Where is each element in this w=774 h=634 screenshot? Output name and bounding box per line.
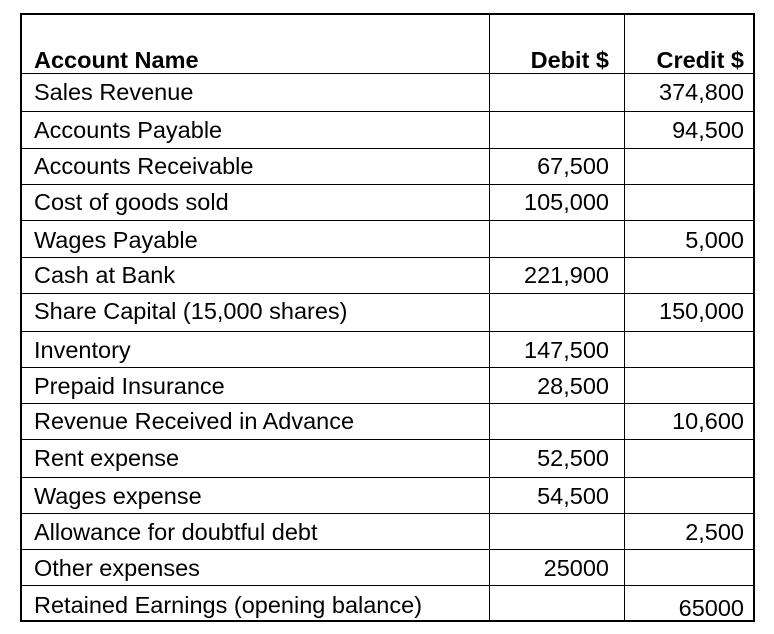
row-divider [22,257,753,258]
credit-cell: 2,500 [685,519,744,545]
row-divider [22,513,753,514]
debit-cell: 67,500 [537,153,609,179]
account-name-cell: Cost of goods sold [34,189,229,215]
debit-cell: 52,500 [537,445,609,471]
account-name-cell: Allowance for doubtful debt [34,519,318,545]
row-divider [22,148,753,149]
trial-balance-table [20,13,755,622]
row-divider [22,220,753,221]
credit-cell: 10,600 [672,408,744,434]
credit-cell: 374,800 [659,79,744,105]
debit-cell: 147,500 [524,337,609,363]
debit-cell: 54,500 [537,483,609,509]
account-name-cell: Retained Earnings (opening balance) [34,592,423,618]
column-divider-debit [489,15,490,620]
account-name-cell: Prepaid Insurance [34,373,225,399]
account-name-cell: Revenue Received in Advance [34,408,355,434]
header-credit: Credit $ [656,47,744,73]
debit-cell: 221,900 [524,262,609,288]
credit-cell: 94,500 [672,117,744,143]
row-divider [22,184,753,185]
debit-cell: 105,000 [524,189,609,215]
credit-cell: 5,000 [685,227,744,253]
row-divider [22,549,753,550]
account-name-cell: Share Capital (15,000 shares) [34,298,348,324]
row-divider [22,367,753,368]
debit-cell: 25000 [543,555,609,581]
row-divider [22,293,753,294]
account-name-cell: Wages Payable [34,227,198,253]
column-divider-credit [624,15,625,620]
row-divider [22,331,753,332]
account-name-cell: Other expenses [34,555,200,581]
account-name-cell: Accounts Receivable [34,153,254,179]
row-divider [22,439,753,440]
account-name-cell: Wages expense [34,483,202,509]
account-name-cell: Cash at Bank [34,262,176,288]
debit-cell: 28,500 [537,373,609,399]
account-name-cell: Sales Revenue [34,79,194,105]
header-debit: Debit $ [530,47,609,73]
row-divider [22,585,753,586]
account-name-cell: Rent expense [34,445,180,471]
credit-cell: 65000 [678,595,744,621]
account-name-cell: Inventory [34,337,131,363]
row-divider [22,111,753,112]
account-name-cell: Accounts Payable [34,117,223,143]
header-account-name: Account Name [34,47,199,73]
row-divider [22,403,753,404]
row-divider [22,477,753,478]
credit-cell: 150,000 [659,298,744,324]
